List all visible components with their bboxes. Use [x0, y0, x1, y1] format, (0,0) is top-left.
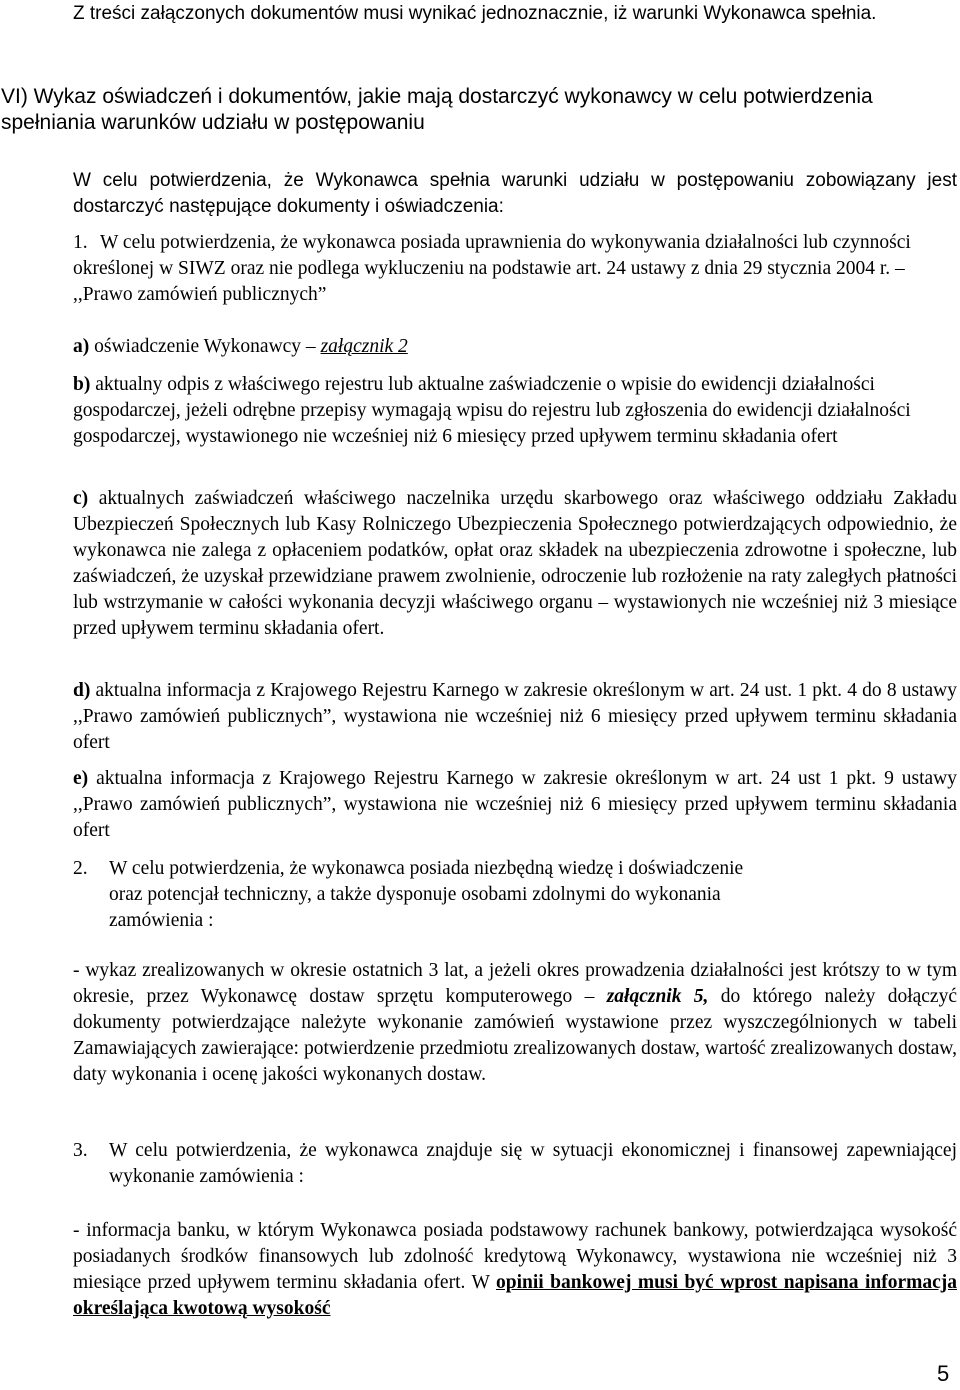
bank-info-emphasis: opinii bankowej musi być wprost napisana informacja określająca kwotową wysokość: [73, 1272, 958, 1319]
item-a: [73, 334, 957, 360]
bank-info-text: - informacja banku, w którym Wykonawca posiada podstawowy rachunek bankowy, potwierdzająca wysokość posiadanych środków finansowych lub zdolność kredytową Wykonawcy, wystawiona nie wcześniej niż 3 miesiące przed upływem terminu składania ofert. W: [73, 1220, 957, 1293]
item-b: [73, 372, 957, 450]
item-e-label: e): [73, 768, 89, 789]
item-d-text: aktualna informacja z Krajowego Rejestru Karnego w zakresie określonym w art. 24 ust. 1 pkt. 4 do 8 ustawy ,,Prawo zamówień publicznych”, wystawiona nie wcześniej niż 6 miesięcy przed upływem terminu składania ofert: [73, 680, 957, 753]
item-3: [73, 1138, 957, 1190]
item-2: [73, 856, 957, 934]
item-2-line-2: oraz potencjał techniczny, a także dysponuje osobami zdolnymi do wykonania: [109, 884, 721, 905]
wykaz-paragraph: [73, 958, 957, 1088]
item-c: [73, 486, 957, 642]
item-b-text: aktualny odpis z właściwego rejestru lub aktualne zaświadczenie o wpisie do ewidencji działalności gospodarczej, jeżeli odrębne przepisy wymagają wpisu do rejestru lub zgłoszenia do ewidencji działalności gospodarczej, wystawionego nie wcześniej niż 6 miesięcy przed upływem terminu składania ofert: [73, 374, 911, 447]
item-1-text: W celu potwierdzenia, że wykonawca posiada uprawnienia do wykonywania działalności lub czynności określonej w SIWZ oraz nie podlega wykluczeniu na podstawie art. 24 ustawy z dnia 29 stycznia 2004 r. – ,,Prawo zamówień publicznych”: [73, 232, 911, 305]
item-a-text: oświadczenie Wykonawcy –: [89, 336, 321, 357]
item-c-label: c): [73, 488, 89, 509]
wykaz-text-after: do którego należy dołączyć dokumenty potwierdzające należyte wykonanie zamówień wystawione przez wyszczególnionych w tabeli Zamawiających zawierające: potwierdzenie przedmiotu zrealizowanych dostaw, wartość zrealizowanych dostaw, daty wykonania i ocenę jakości wykonanych dostaw.: [73, 986, 957, 1085]
item-a-label: a): [73, 336, 90, 357]
item-c-text: aktualnych zaświadczeń właściwego naczelnika urzędu skarbowego oraz właściwego oddziału Zakładu Ubezpieczeń Społecznych lub Kasy Rolniczego Ubezpieczenia Społecznego potwierdzających odpowiednio, że wykonawca nie zalega z opłaceniem podatków, opłat oraz składek na ubezpieczenia zdrowotne i społeczne, lub zaświadczeń, że uzyskał przewidziane prawem zwolnienie, odroczenie lub rozłożenie na raty zaległych płatności lub wstrzymanie w całości wykonania decyzji właściwego organu – wystawionych nie wcześniej niż 3 miesiące przed upływem terminu składania ofert.: [73, 488, 957, 639]
item-d-label: d): [73, 680, 91, 701]
item-1-number: 1.: [73, 232, 88, 253]
item-b-label: b): [73, 374, 91, 395]
item-1: [73, 230, 957, 308]
section-intro-paragraph: W celu potwierdzenia, że Wykonawca spełnia warunki udziału w postępowaniu zobowiązany jest dostarczyć następujące dokumenty i oświadczenia:: [73, 170, 957, 217]
page-number: 5: [937, 1361, 950, 1386]
item-2-line-3: zamówienia :: [109, 910, 214, 931]
section-heading: VI) Wykaz oświadczeń i dokumentów, jakie mają dostarczyć wykonawcy w celu potwierdzenia spełniania warunków udziału w postępowaniu: [1, 85, 873, 134]
item-2-number: 2.: [73, 858, 88, 879]
intro-text: Z treści załączonych dokumentów musi wynikać jednoznacznie, iż warunki Wykonawca spełnia.: [73, 3, 877, 24]
wykaz-attachment-ref: załącznik 5,: [606, 986, 709, 1007]
item-3-text: W celu potwierdzenia, że wykonawca znajduje się w sytuacji ekonomicznej i finansowej zapewniającej wykonanie zamówienia :: [109, 1140, 957, 1187]
item-a-attachment-ref: załącznik 2: [320, 336, 408, 357]
item-e-text: aktualna informacja z Krajowego Rejestru Karnego w zakresie określonym w art. 24 ust 1 pkt. 9 ustawy ,,Prawo zamówień publicznych”, wystawiona nie wcześniej niż 6 miesięcy przed upływem terminu składania ofert: [73, 768, 957, 841]
item-2-text-1: W celu potwierdzenia, że wykonawca posiada niezbędną wiedzę i doświadczenie: [109, 858, 744, 879]
item-d: [73, 678, 957, 756]
item-2-line-1: [73, 856, 957, 882]
item-e: [73, 766, 957, 844]
item-3-number: 3.: [73, 1140, 88, 1161]
bank-info-paragraph: [73, 1218, 957, 1322]
wykaz-text-before: - wykaz zrealizowanych w okresie ostatnich 3 lat, a jeżeli okres prowadzenia działalności jest krótszy to w tym okresie, przez Wykonawcę dostaw sprzętu komputerowego –: [73, 960, 957, 1007]
